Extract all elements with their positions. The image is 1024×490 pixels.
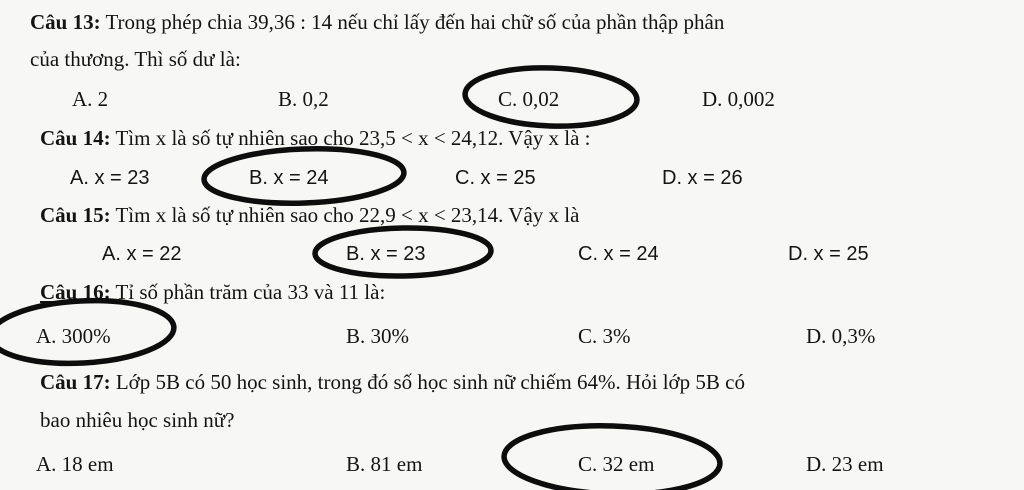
q17-option-c: C. 32 em (578, 452, 655, 476)
question-13-text: Trong phép chia 39,36 : 14 nếu chỉ lấy đến hai chữ số của phần thập phân (105, 10, 725, 34)
q16-option-b: B. 30% (346, 324, 409, 348)
q14-option-d: D. x = 26 (662, 167, 743, 189)
question-14-line1 (40, 128, 591, 149)
question-15-label: Câu 15: (40, 203, 111, 227)
q13-option-b: B. 0,2 (278, 87, 329, 111)
q17-option-a: A. 18 em (36, 452, 114, 476)
q14-option-c: C. x = 25 (455, 167, 536, 189)
question-17-label: Câu 17: (40, 370, 111, 394)
question-17-line1 (40, 372, 745, 393)
question-15-line1 (40, 205, 579, 226)
q15-option-a: A. x = 22 (102, 243, 182, 265)
q16-option-a: A. 300% (36, 324, 111, 348)
question-13-line2: của thương. Thì số dư là: (30, 47, 241, 71)
question-16-label: Câu 16: (40, 280, 111, 304)
question-14-label: Câu 14: (40, 126, 111, 150)
q15-option-d: D. x = 25 (788, 243, 869, 265)
q16-option-c: C. 3% (578, 324, 631, 348)
q13-option-c: C. 0,02 (498, 87, 560, 111)
q15-option-b: B. x = 23 (346, 243, 426, 265)
question-16-line1 (40, 282, 385, 303)
question-17-line2: bao nhiêu học sinh nữ? (40, 408, 235, 432)
question-15-text: Tìm x là số tự nhiên sao cho 22,9 < x < 23,14. Vậy x là (115, 203, 580, 227)
question-16-text: Tỉ số phần trăm của 33 và 11 là: (115, 280, 386, 304)
question-13-label: Câu 13: (30, 10, 101, 34)
q13-option-a: A. 2 (72, 87, 109, 111)
question-13-line1 (30, 12, 724, 33)
question-14-text: Tìm x là số tự nhiên sao cho 23,5 < x < 24,12. Vậy x là : (115, 126, 591, 150)
q13-option-d: D. 0,002 (702, 87, 775, 111)
q17-option-b: B. 81 em (346, 452, 423, 476)
q14-option-a: A. x = 23 (70, 167, 150, 189)
q14-option-b: B. x = 24 (249, 167, 329, 189)
question-17-text: Lớp 5B có 50 học sinh, trong đó số học sinh nữ chiếm 64%. Hỏi lớp 5B có (115, 370, 745, 394)
q16-option-d: D. 0,3% (806, 324, 876, 348)
q15-option-c: C. x = 24 (578, 243, 659, 265)
q17-option-d: D. 23 em (806, 452, 884, 476)
